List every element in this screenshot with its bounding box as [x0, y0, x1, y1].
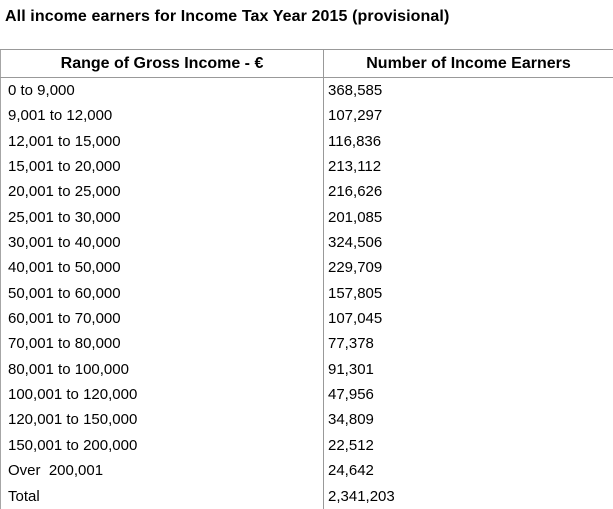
table-row	[1, 306, 613, 331]
range-cell: 80,001 to 100,000	[1, 357, 324, 382]
table-row	[1, 484, 613, 509]
range-cell: 50,001 to 60,000	[1, 281, 324, 306]
table-row	[1, 205, 613, 230]
range-cell: 30,001 to 40,000	[1, 230, 324, 255]
earners-cell: 34,809	[324, 407, 613, 432]
earners-cell: 107,297	[324, 103, 613, 128]
earners-cell: 22,512	[324, 433, 613, 458]
column-header-earners: Number of Income Earners	[324, 50, 613, 78]
table-row	[1, 154, 613, 179]
earners-cell: 201,085	[324, 205, 613, 230]
earners-cell: 324,506	[324, 230, 613, 255]
table-row	[1, 230, 613, 255]
table-body	[1, 78, 613, 509]
range-cell: 150,001 to 200,000	[1, 433, 324, 458]
page-title: All income earners for Income Tax Year 2015 (provisional)	[5, 8, 613, 26]
earners-cell: 157,805	[324, 281, 613, 306]
table-row	[1, 433, 613, 458]
column-header-range: Range of Gross Income - €	[1, 50, 324, 78]
range-cell: 15,001 to 20,000	[1, 154, 324, 179]
range-cell: 100,001 to 120,000	[1, 382, 324, 407]
earners-cell: 2,341,203	[324, 484, 613, 509]
earners-cell: 216,626	[324, 179, 613, 204]
earners-cell: 116,836	[324, 129, 613, 154]
earners-cell: 47,956	[324, 382, 613, 407]
range-cell: 60,001 to 70,000	[1, 306, 324, 331]
earners-cell: 77,378	[324, 331, 613, 356]
table-row	[1, 458, 613, 483]
table-row	[1, 357, 613, 382]
table-row	[1, 281, 613, 306]
earners-cell: 368,585	[324, 78, 613, 104]
earners-cell: 213,112	[324, 154, 613, 179]
table-row	[1, 179, 613, 204]
range-cell: 0 to 9,000	[1, 78, 324, 104]
table-row	[1, 407, 613, 432]
table-row	[1, 78, 613, 104]
earners-cell: 24,642	[324, 458, 613, 483]
range-cell: 9,001 to 12,000	[1, 103, 324, 128]
earners-cell: 229,709	[324, 255, 613, 280]
range-cell: 20,001 to 25,000	[1, 179, 324, 204]
table-row	[1, 331, 613, 356]
range-cell: 12,001 to 15,000	[1, 129, 324, 154]
table-row	[1, 129, 613, 154]
range-cell: 40,001 to 50,000	[1, 255, 324, 280]
earners-cell: 107,045	[324, 306, 613, 331]
table-row	[1, 255, 613, 280]
range-cell: Total	[1, 484, 324, 509]
header-row	[1, 50, 613, 78]
earners-cell: 91,301	[324, 357, 613, 382]
income-earners-table	[0, 49, 613, 509]
range-cell: 120,001 to 150,000	[1, 407, 324, 432]
range-cell: 25,001 to 30,000	[1, 205, 324, 230]
range-cell: Over 200,001	[1, 458, 324, 483]
table-row	[1, 382, 613, 407]
table-header	[1, 50, 613, 78]
range-cell: 70,001 to 80,000	[1, 331, 324, 356]
table-row	[1, 103, 613, 128]
